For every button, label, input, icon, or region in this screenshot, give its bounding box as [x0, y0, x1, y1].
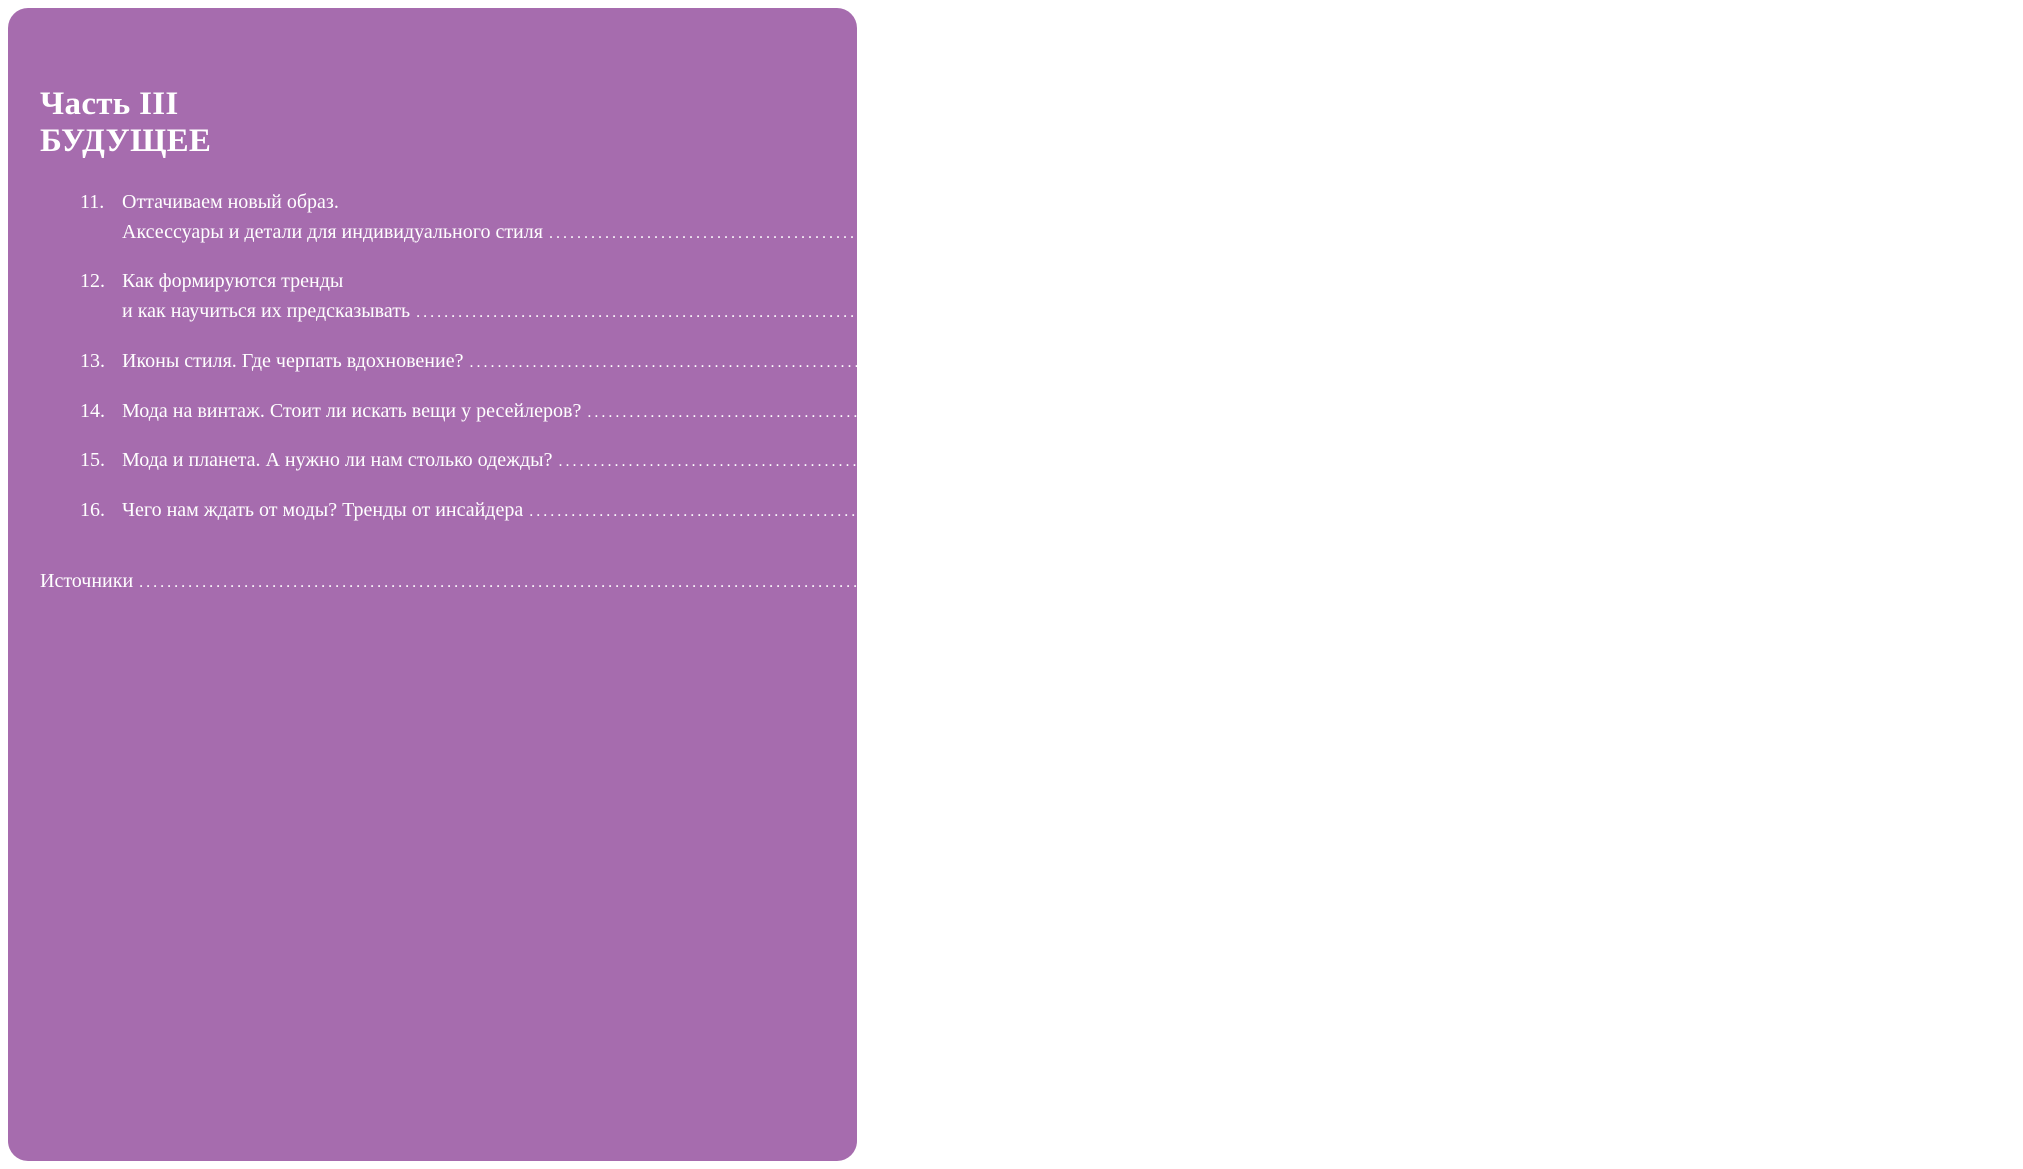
entry-title-line: Чего нам ждать от моды? Тренды от инсайдера: [122, 499, 524, 521]
toc-entry-14[interactable]: [80, 396, 2023, 428]
entry-title-line: Как формируются тренды: [122, 270, 344, 292]
entry-number: 14.: [80, 400, 105, 422]
dot-leader: ........................................................................................................................................................................................................: [469, 354, 1870, 371]
dot-leader: ........................................................................................................................................................................................................: [587, 404, 1988, 421]
toc-entry-11[interactable]: [80, 187, 1985, 249]
entry-title-line: Мода на винтаж. Стоит ли искать вещи у ресейлеров?: [122, 400, 582, 422]
entry-number: 15.: [80, 449, 105, 471]
toc-entry-12[interactable]: [80, 266, 1853, 328]
entry-title-line: Мода и планета. А нужно ли нам столько одежды?: [122, 449, 553, 471]
dot-leader: ........................................................................................................................................................................................................: [529, 503, 1930, 520]
entry-page-number: 335: [1964, 449, 1995, 471]
sources-label: Источники: [40, 570, 134, 592]
dot-leader: ........................................................................................................................................................................................................: [139, 574, 1540, 591]
entry-page-number: 301: [1875, 350, 1906, 372]
dot-leader: ........................................................................................................................................................................................................: [558, 453, 1959, 470]
part-label: Часть III: [40, 86, 179, 122]
entry-title-line: Оттачиваем новый образ.: [122, 191, 339, 213]
entry-page-number: 281: [1822, 300, 1853, 322]
part-title: БУДУЩЕЕ: [40, 123, 212, 159]
toc-entry-15[interactable]: [80, 445, 1995, 477]
toc-entry-16[interactable]: [80, 495, 1966, 527]
entry-number: 13.: [80, 350, 105, 372]
entry-number: 12.: [80, 270, 105, 292]
sources-page-number: 365: [1545, 570, 1576, 592]
entry-number: 16.: [80, 499, 105, 521]
entry-number: 11.: [80, 191, 105, 213]
entry-page-number: 353: [1935, 499, 1966, 521]
entry-page-number: 267: [1954, 221, 1985, 243]
dot-leader: ........................................................................................................................................................................................................: [416, 304, 1817, 321]
entry-title-line: Иконы стиля. Где черпать вдохновение?: [122, 350, 464, 372]
toc-page: [8, 8, 2023, 1161]
entry-page-number: 317: [1993, 400, 2023, 422]
toc-entry-sources[interactable]: [40, 566, 1576, 598]
dot-leader: ........................................................................................................................................................................................................: [548, 225, 1949, 242]
toc-entry-13[interactable]: [80, 346, 1906, 378]
part-heading: [40, 86, 211, 160]
entry-title-line: и как научиться их предсказывать: [122, 300, 411, 322]
entry-title-line: Аксессуары и детали для индивидуального стиля: [122, 221, 543, 243]
